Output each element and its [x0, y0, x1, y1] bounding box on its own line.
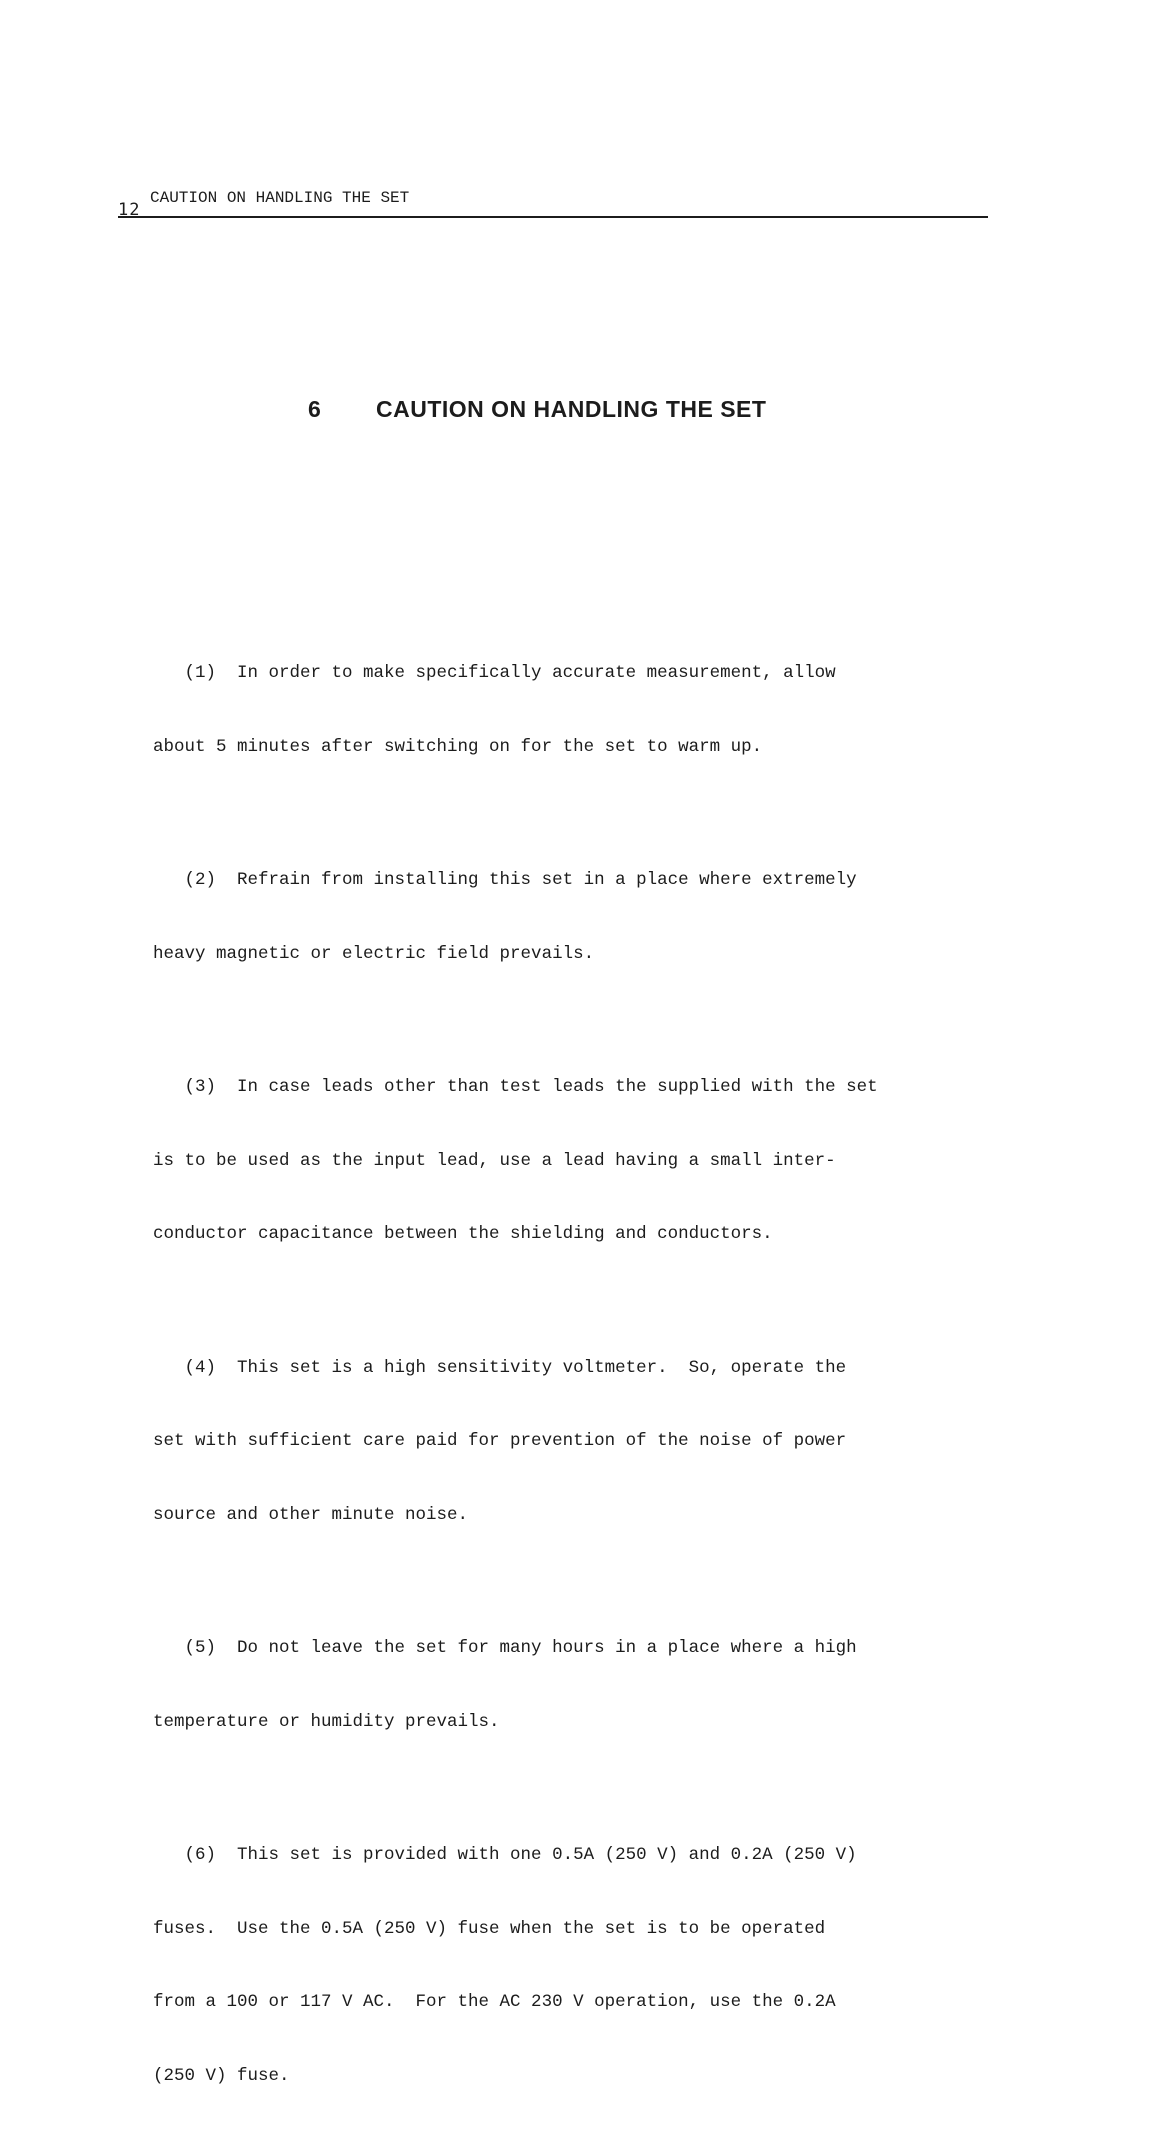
caution-line: set with sufficient care paid for prevention of the noise of power: [153, 1431, 847, 1451]
caution-line: temperature or humidity prevails.: [153, 1711, 500, 1732]
running-header: [118, 190, 988, 218]
caution-line: (4) This set is a high sensitivity voltmeter. So, operate the: [153, 1357, 847, 1378]
caution-line: from a 100 or 117 V AC. For the AC 230 V operation, use the 0.2A: [153, 1992, 836, 2012]
caution-line: source and other minute noise.: [153, 1504, 469, 1525]
caution-line: conductor capacitance between the shielding and conductors.: [153, 1224, 773, 1244]
caution-line: (3) In case leads other than test leads the supplied with the set: [153, 1077, 878, 1097]
caution-line: is to be used as the input lead, use a lead having a small inter-: [153, 1150, 836, 1171]
chapter-number: 6: [308, 396, 322, 422]
caution-item: [153, 1587, 998, 1783]
caution-list: [153, 612, 998, 2148]
caution-line: about 5 minutes after switching on for the set to warm up.: [153, 736, 763, 757]
caution-line: (2) Refrain from installing this set in a place where extremely: [153, 870, 857, 890]
caution-line: (1) In order to make specifically accurate measurement, allow: [153, 663, 836, 683]
chapter-heading: [308, 396, 766, 423]
chapter-title: CAUTION ON HANDLING THE SET: [376, 396, 767, 422]
caution-item: [153, 819, 998, 1015]
caution-line: heavy magnetic or electric field prevails.: [153, 943, 595, 964]
caution-item: [153, 1307, 998, 1577]
running-header-title: CAUTION ON HANDLING THE SET: [150, 189, 410, 207]
caution-line: (5) Do not leave the set for many hours in a place where a high: [153, 1638, 857, 1658]
caution-line: (6) This set is provided with one 0.5A (250 V) and 0.2A (250 V): [153, 1845, 857, 1865]
caution-line: (250 V) fuse.: [153, 2065, 290, 2086]
caution-line: fuses. Use the 0.5A (250 V) fuse when the set is to be operated: [153, 1918, 826, 1939]
caution-item: [153, 1794, 998, 2137]
caution-item: [153, 1026, 998, 1296]
caution-item: [153, 612, 998, 808]
page-number: 12: [118, 200, 141, 220]
